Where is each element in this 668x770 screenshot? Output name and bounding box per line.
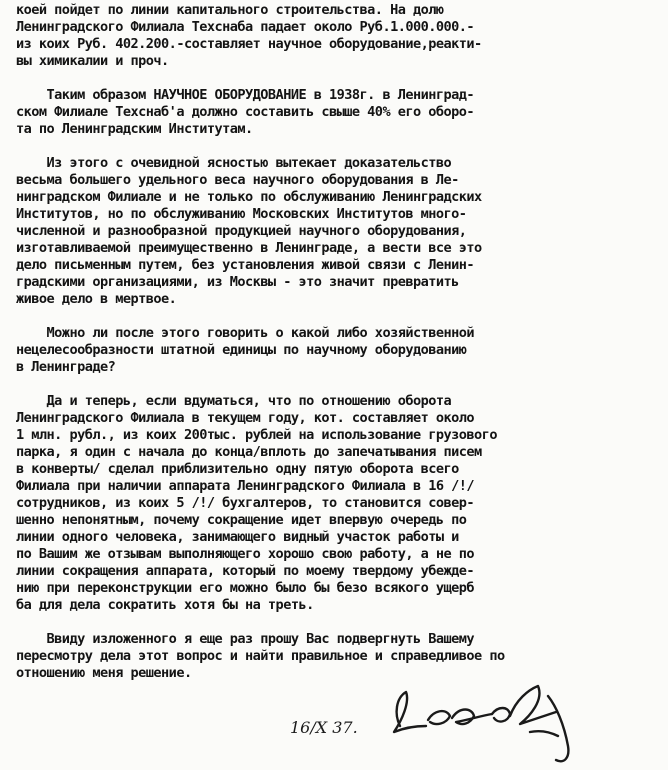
text-line: коей пойдет по линии капитального строительства. На долю: [16, 2, 444, 18]
text-line: пересмотру дела этот вопрос и найти правильное и справедливое по: [16, 648, 505, 664]
text-line: Из этого с очевидной ясностью вытекает доказательство: [16, 155, 452, 171]
text-line: в конверты/ сделал приблизительно одну пятую оборота всего: [16, 461, 459, 477]
text-line: Таким образом НАУЧНОЕ ОБОРУДОВАНИЕ в 1938г. в Ленинград-: [16, 87, 475, 103]
text-line: ба для дела сократить хотя бы на треть.: [16, 597, 314, 613]
paragraph-4: [16, 325, 662, 376]
text-line: Ленинградского Филиала Техснаба падает около Руб.1.000.000.-: [16, 19, 475, 35]
text-line: дело письменным путем, без установления живой связи с Ленин-: [16, 257, 475, 273]
text-line: нию при переконструкции его можно было бы безо всякого ущерб: [16, 580, 475, 596]
text-line: 1 млн. рубл., из коих 200тыс. рублей на использование грузового: [16, 427, 497, 443]
text-line: Ввиду изложенного я еще раз прошу Вас подвергнуть Вашему: [16, 631, 475, 647]
paragraph-5: [16, 393, 662, 614]
paragraph-1: [16, 2, 662, 70]
handwritten-signature: [380, 676, 590, 766]
handwritten-date: 16/X 37.: [290, 718, 358, 737]
text-line: из коих Руб. 402.200.-составляет научное оборудование,реакти-: [16, 36, 482, 52]
text-line: Ленинградского Филиала в текущем году, кот. составляет около: [16, 410, 475, 426]
letter-body: [16, 2, 662, 699]
text-line: численной и разнообразной продукцией научного оборудования,: [16, 223, 467, 239]
text-line: линии одного человека, занимающего видный участок работы и: [16, 529, 459, 545]
text-line: по Вашим же отзывам выполняющего хорошо свою работу, а не по: [16, 546, 475, 562]
text-line: градскими организациями, из Москвы - это значит превратить: [16, 274, 459, 290]
paragraph-3: [16, 155, 662, 308]
text-line: нецелесообразности штатной единицы по научному оборудованию: [16, 342, 467, 358]
text-line: шенно непонятным, почему сокращение идет впервую очередь по: [16, 512, 467, 528]
text-line: парка, я один с начала до конца/вплоть до запечатывания писем: [16, 444, 482, 460]
paragraph-2: [16, 87, 662, 138]
text-line: изготавливаемой преимущественно в Ленинграде, а вести все это: [16, 240, 482, 256]
text-line: линии сокращения аппарата, который по моему твердому убежде-: [16, 563, 475, 579]
text-line: Можно ли после этого говорить о какой либо хозяйственной: [16, 325, 475, 341]
text-line: сотрудников, из коих 5 /!/ бухгалтеров, то становится совер-: [16, 495, 475, 511]
text-line: весьма большего удельного веса научного оборудования в Ле-: [16, 172, 459, 188]
text-line: Институтов, но по обслуживанию Московских Институтов много-: [16, 206, 467, 222]
text-line: Да и теперь, если вдуматься, что по отношению оборота: [16, 393, 452, 409]
text-line: ском Филиале Техснаб'а должно составить свыше 40% его оборо-: [16, 104, 475, 120]
text-line: отношению меня решение.: [16, 665, 192, 681]
text-line: нинградском Филиале и не только по обслуживанию Ленинградских: [16, 189, 482, 205]
text-line: та по Ленинградским Институтам.: [16, 121, 253, 137]
text-line: Филиала при наличии аппарата Ленинградского Филиала в 16 /!/: [16, 478, 475, 494]
text-line: вы химикалии и проч.: [16, 53, 169, 69]
text-line: живое дело в мертвое.: [16, 291, 177, 307]
text-line: в Ленинграде?: [16, 359, 116, 375]
